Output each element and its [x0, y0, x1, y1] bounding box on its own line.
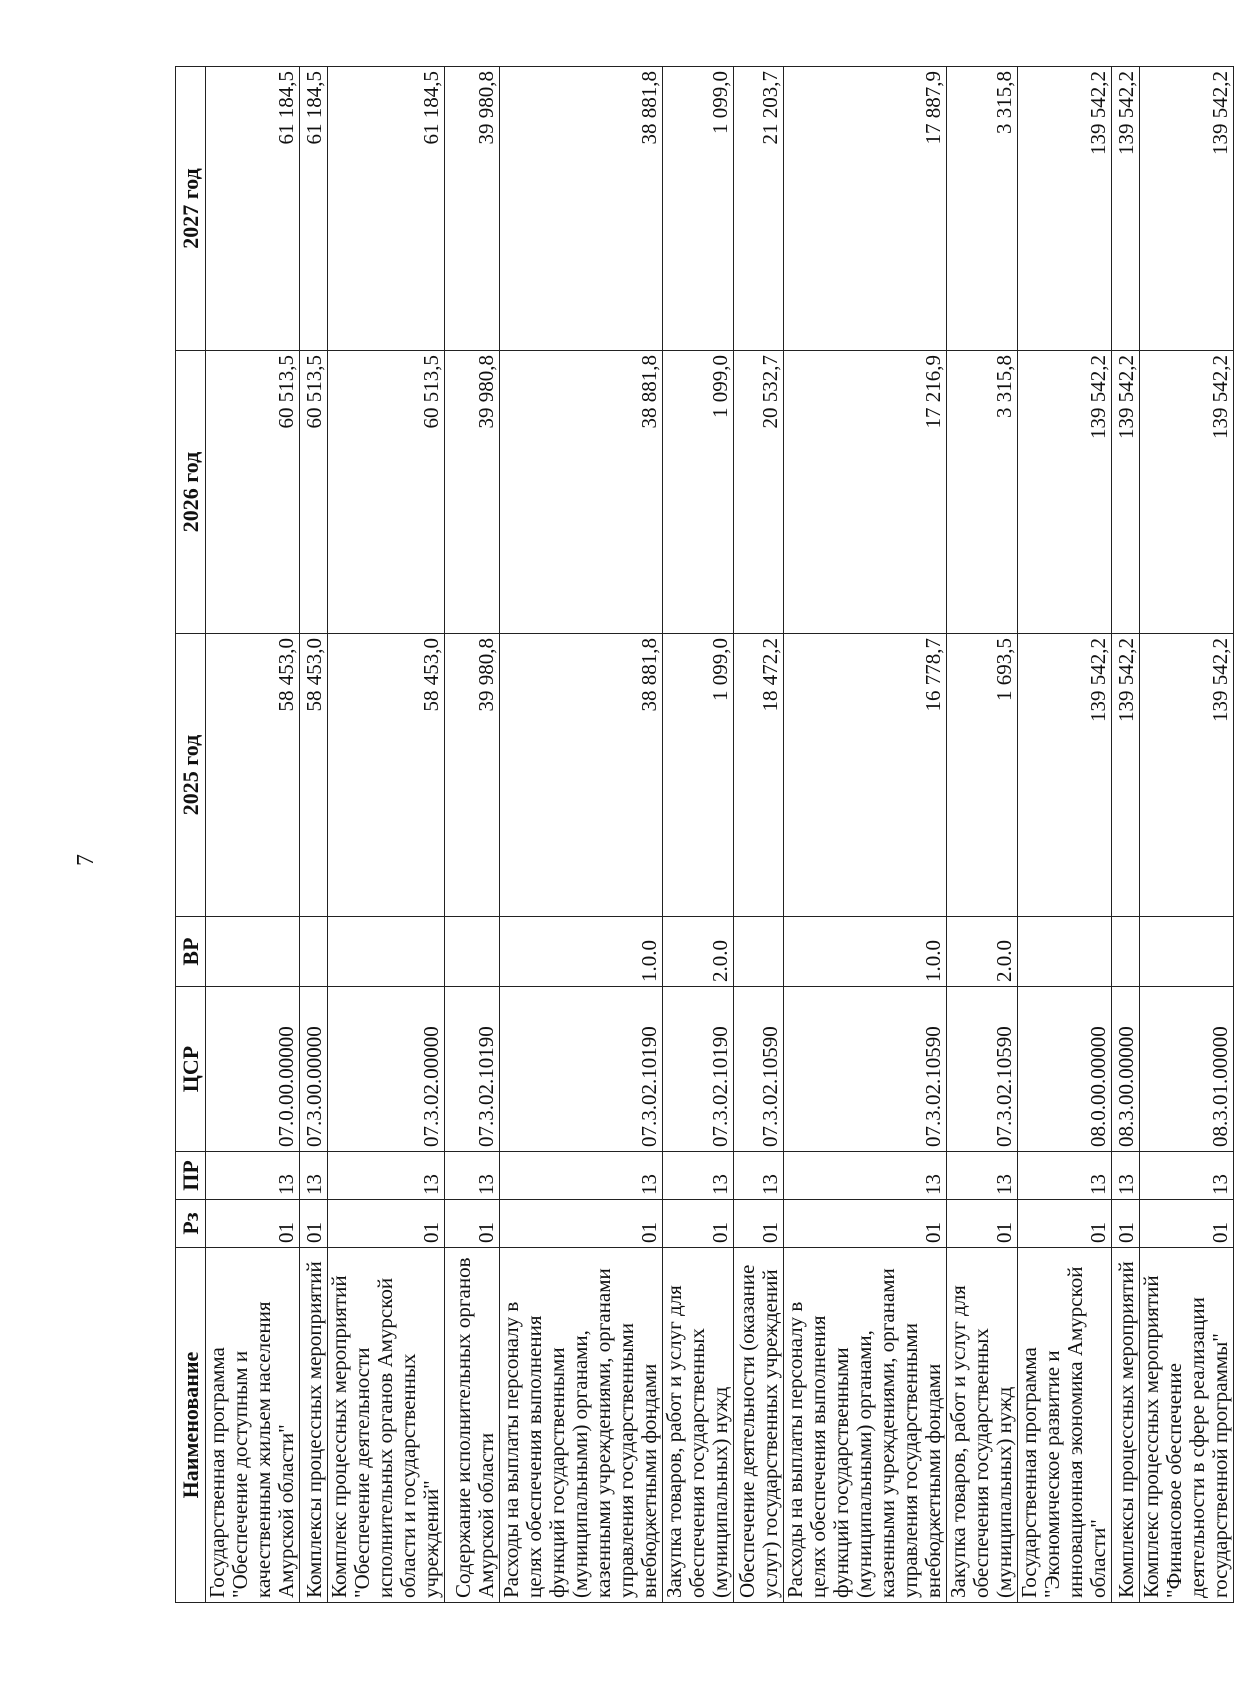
row-name: Государственная программа "Обеспечение доступным и качественным жильем населения Амурской области"	[206, 1248, 300, 1603]
row-name: Обеспечение деятельности (оказание услуг) государственных учреждений	[734, 1248, 784, 1603]
row-name: Государственная программа "Экономическое развитие и инновационная экономика Амурской области"	[1018, 1248, 1112, 1603]
row-csr: 07.3.02.10590	[784, 987, 947, 1152]
row-pr: 13	[300, 1152, 328, 1200]
row-rz: 01	[1018, 1200, 1112, 1248]
page-number: 7	[73, 854, 99, 866]
row-pr: 13	[206, 1152, 300, 1200]
table-row	[206, 67, 300, 1603]
row-value-2026: 20 532,7	[734, 351, 784, 634]
row-pr: 13	[784, 1152, 947, 1200]
row-value-2027: 61 184,5	[300, 67, 328, 351]
table-row	[947, 67, 1018, 1603]
row-csr: 07.3.02.00000	[328, 987, 445, 1152]
col-header-name: Наименование	[176, 1248, 206, 1603]
row-value-2027: 139 542,2	[1112, 67, 1140, 351]
row-rz: 01	[1140, 1200, 1234, 1248]
row-pr: 13	[1112, 1152, 1140, 1200]
row-name: Комплексы процессных мероприятий	[1112, 1248, 1140, 1603]
table-row	[300, 67, 328, 1603]
row-vr	[300, 917, 328, 987]
row-value-2026: 60 513,5	[328, 351, 445, 634]
row-name: Расходы на выплаты персоналу в целях обеспечения выполнения функций государственными (муниципальными) органами, казенными учреждениями, органами управления государственными внебюджетными фондами	[500, 1248, 663, 1603]
row-value-2025: 139 542,2	[1018, 634, 1112, 917]
row-csr: 08.3.00.00000	[1112, 987, 1140, 1152]
row-pr: 13	[734, 1152, 784, 1200]
row-csr: 07.3.02.10190	[500, 987, 663, 1152]
table-row	[1140, 67, 1234, 1603]
row-pr: 13	[445, 1152, 500, 1200]
row-value-2025: 139 542,2	[1140, 634, 1234, 917]
row-csr: 07.3.02.10190	[445, 987, 500, 1152]
table-header-row	[176, 67, 206, 1603]
row-value-2025: 58 453,0	[206, 634, 300, 917]
row-value-2026: 60 513,5	[300, 351, 328, 634]
row-value-2025: 1 099,0	[663, 634, 734, 917]
row-csr: 07.0.00.00000	[206, 987, 300, 1152]
row-name: Расходы на выплаты персоналу в целях обеспечения выполнения функций государственными (муниципальными) органами, казенными учреждениями, органами управления государственными внебюджетными фондами	[784, 1248, 947, 1603]
row-csr: 07.3.00.00000	[300, 987, 328, 1152]
table-row	[1018, 67, 1112, 1603]
row-vr	[1140, 917, 1234, 987]
table-row	[1112, 67, 1140, 1603]
row-value-2025: 139 542,2	[1112, 634, 1140, 917]
row-rz: 01	[206, 1200, 300, 1248]
row-value-2027: 17 887,9	[784, 67, 947, 351]
row-rz: 01	[328, 1200, 445, 1248]
row-value-2027: 61 184,5	[328, 67, 445, 351]
row-value-2026: 139 542,2	[1140, 351, 1234, 634]
row-rz: 01	[947, 1200, 1018, 1248]
row-csr: 07.3.02.10190	[663, 987, 734, 1152]
row-name: Комплекс процессных мероприятий "Обеспечение деятельности исполнительных органов Амурской области и государственных учреждений"	[328, 1248, 445, 1603]
row-rz: 01	[445, 1200, 500, 1248]
row-pr: 13	[1140, 1152, 1234, 1200]
col-header-2025: 2025 год	[176, 634, 206, 917]
table-row	[734, 67, 784, 1603]
row-value-2025: 1 693,5	[947, 634, 1018, 917]
row-value-2026: 3 315,8	[947, 351, 1018, 634]
row-value-2025: 58 453,0	[300, 634, 328, 917]
row-rz: 01	[1112, 1200, 1140, 1248]
col-header-pr: ПР	[176, 1152, 206, 1200]
budget-table	[175, 66, 1234, 1603]
row-value-2026: 139 542,2	[1112, 351, 1140, 634]
row-name: Закупка товаров, работ и услуг для обеспечения государственных (муниципальных) нужд	[947, 1248, 1018, 1603]
row-name: Комплексы процессных мероприятий	[300, 1248, 328, 1603]
row-vr	[734, 917, 784, 987]
row-value-2026: 1 099,0	[663, 351, 734, 634]
row-pr: 13	[663, 1152, 734, 1200]
rotated-table-container	[175, 67, 1232, 1603]
row-rz: 01	[784, 1200, 947, 1248]
row-value-2027: 39 980,8	[445, 67, 500, 351]
row-value-2027: 1 099,0	[663, 67, 734, 351]
row-vr	[1112, 917, 1140, 987]
row-value-2027: 61 184,5	[206, 67, 300, 351]
row-value-2026: 39 980,8	[445, 351, 500, 634]
row-value-2025: 38 881,8	[500, 634, 663, 917]
table-row	[328, 67, 445, 1603]
row-vr: 1.0.0	[500, 917, 663, 987]
col-header-2026: 2026 год	[176, 351, 206, 634]
row-csr: 07.3.02.10590	[947, 987, 1018, 1152]
row-value-2025: 18 472,2	[734, 634, 784, 917]
col-header-csr: ЦСР	[176, 987, 206, 1152]
row-pr: 13	[947, 1152, 1018, 1200]
row-value-2027: 139 542,2	[1018, 67, 1112, 351]
row-name: Комплекс процессных мероприятий "Финансовое обеспечение деятельности в сфере реализации государственной программы"	[1140, 1248, 1234, 1603]
row-rz: 01	[663, 1200, 734, 1248]
table-row	[663, 67, 734, 1603]
row-csr: 07.3.02.10590	[734, 987, 784, 1152]
col-header-2027: 2027 год	[176, 67, 206, 351]
row-value-2026: 139 542,2	[1018, 351, 1112, 634]
row-csr: 08.0.00.00000	[1018, 987, 1112, 1152]
col-header-vr: ВР	[176, 917, 206, 987]
table-row	[445, 67, 500, 1603]
table-row	[784, 67, 947, 1603]
row-csr: 08.3.01.00000	[1140, 987, 1234, 1152]
row-value-2026: 17 216,9	[784, 351, 947, 634]
row-vr	[206, 917, 300, 987]
row-value-2027: 21 203,7	[734, 67, 784, 351]
table-row	[500, 67, 663, 1603]
row-value-2027: 3 315,8	[947, 67, 1018, 351]
row-rz: 01	[300, 1200, 328, 1248]
row-name: Содержание исполнительных органов Амурской области	[445, 1248, 500, 1603]
row-rz: 01	[734, 1200, 784, 1248]
row-value-2025: 16 778,7	[784, 634, 947, 917]
row-pr: 13	[500, 1152, 663, 1200]
row-pr: 13	[328, 1152, 445, 1200]
row-vr: 1.0.0	[784, 917, 947, 987]
col-header-rz: Рз	[176, 1200, 206, 1248]
row-vr	[1018, 917, 1112, 987]
row-vr	[445, 917, 500, 987]
row-value-2025: 58 453,0	[328, 634, 445, 917]
row-name: Закупка товаров, работ и услуг для обеспечения государственных (муниципальных) нужд	[663, 1248, 734, 1603]
row-value-2026: 38 881,8	[500, 351, 663, 634]
row-value-2027: 139 542,2	[1140, 67, 1234, 351]
row-value-2027: 38 881,8	[500, 67, 663, 351]
row-pr: 13	[1018, 1152, 1112, 1200]
row-value-2025: 39 980,8	[445, 634, 500, 917]
row-rz: 01	[500, 1200, 663, 1248]
row-vr: 2.0.0	[663, 917, 734, 987]
row-value-2026: 60 513,5	[206, 351, 300, 634]
row-vr: 2.0.0	[947, 917, 1018, 987]
row-vr	[328, 917, 445, 987]
